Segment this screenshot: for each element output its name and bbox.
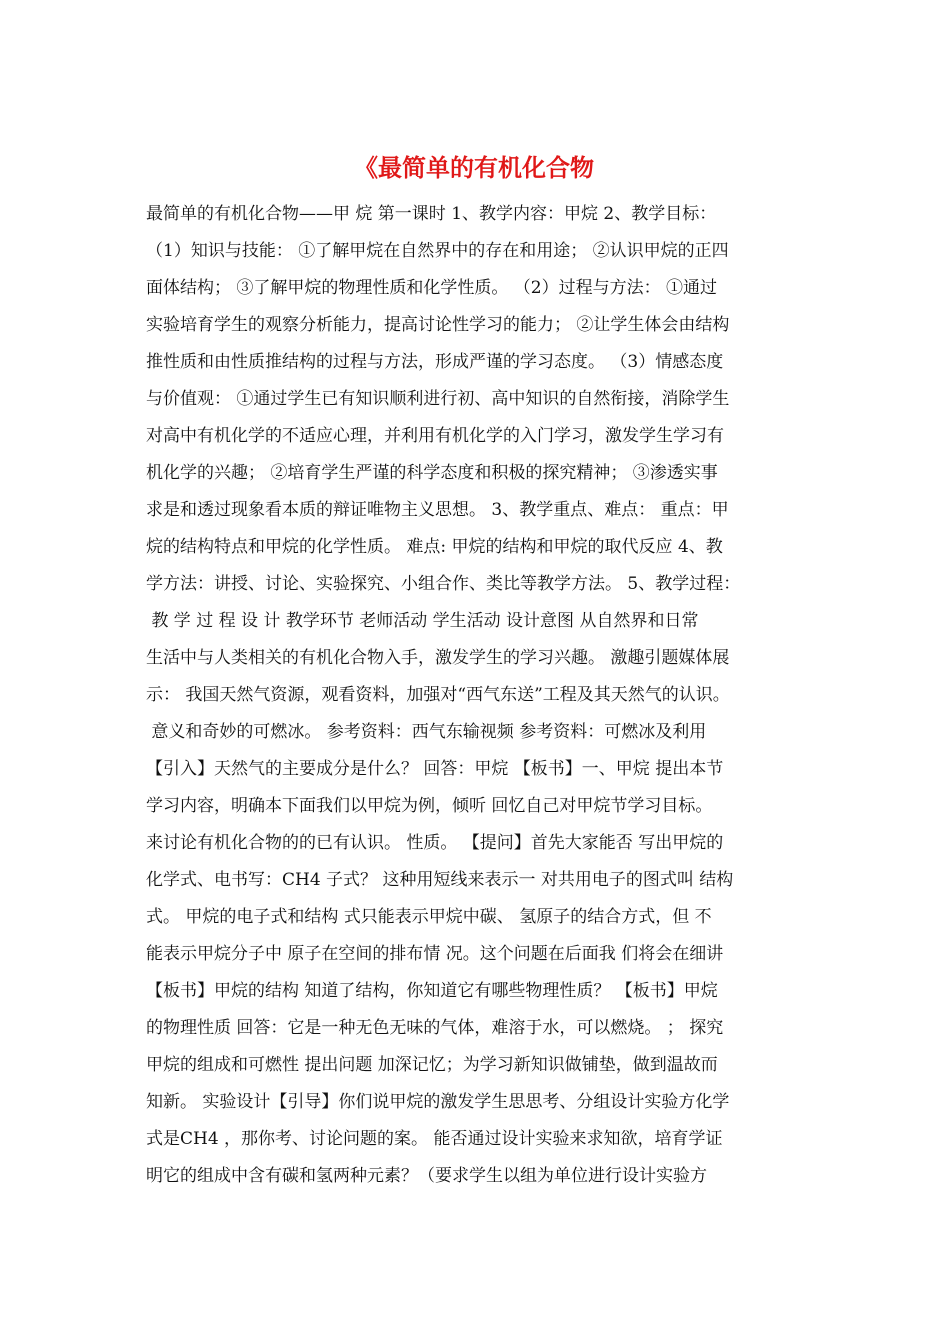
text-line: 烷的结构特点和甲烷的化学性质。 难点: 甲烷的结构和甲烷的取代反应 4、教 bbox=[146, 537, 723, 557]
text-line: 示： 我国天然气资源，观看资料，加强对“西气东送”工程及其天然气的认识。 bbox=[146, 685, 730, 705]
text-line: 知新。 实验设计【引导】你们说甲烷的激发学生思思考、分组设计实验方化学 bbox=[146, 1092, 730, 1112]
text-line: 来讨论有机化合物的的已有认识。 性质。 【提问】首先大家能否 写出甲烷的 bbox=[146, 833, 724, 853]
text-line: 面体结构； ③了解甲烷的物理性质和化学性质。 （2）过程与方法： ①通过 bbox=[146, 278, 718, 298]
text-line: 机化学的兴趣； ②培育学生严谨的科学态度和积极的探究精神； ③渗透实事 bbox=[146, 463, 718, 483]
text-line: 与价值观： ①通过学生已有知识顺利进行初、高中知识的自然衔接，消除学生 bbox=[146, 389, 730, 409]
text-line: 求是和透过现象看本质的辩证唯物主义思想。 3、教学重点、难点： 重点：甲 bbox=[146, 500, 729, 520]
text-line: 明它的组成中含有碳和氢两种元素？（要求学生以组为单位进行设计实验方 bbox=[146, 1166, 707, 1186]
text-line: 学方法：讲授、讨论、实验探究、小组合作、类比等教学方法。 5、教学过程： bbox=[146, 574, 741, 594]
text-line: 化学式、电书写：CH4 子式？ 这种用短线来表示一 对共用电子的图式叫 结构 bbox=[146, 870, 734, 890]
text-line: 对高中有机化学的不适应心理，并利用有机化学的入门学习，激发学生学习有 bbox=[146, 426, 724, 446]
text-line: （1）知识与技能： ①了解甲烷在自然界中的存在和用途； ②认识甲烷的正四 bbox=[146, 241, 729, 261]
text-line: 意义和奇妙的可燃冰。 参考资料：西气东输视频 参考资料：可燃冰及利用 bbox=[146, 722, 707, 742]
text-line: 的物理性质 回答：它是一种无色无味的气体，难溶于水，可以燃烧。 ； 探究 bbox=[146, 1018, 724, 1038]
text-line: 最简单的有机化合物——甲 烷 第一课时 1、教学内容：甲烷 2、教学目标： bbox=[146, 204, 717, 224]
text-line: 学习内容，明确本下面我们以甲烷为例，倾听 回忆自己对甲烷节学习目标。 bbox=[146, 796, 713, 816]
text-line: 【引入】天然气的主要成分是什么？ 回答：甲烷 【板书】一、甲烷 提出本节 bbox=[146, 759, 724, 779]
text-line: 式是CH4 ，那你考、讨论问题的案。 能否通过设计实验来求知欲，培育学证 bbox=[146, 1129, 723, 1149]
text-line: 教 学 过 程 设 计 教学环节 老师活动 学生活动 设计意图 从自然界和日常 bbox=[146, 611, 699, 631]
text-line: 生活中与人类相关的有机化合物入手，激发学生的学习兴趣。 激趣引题媒体展 bbox=[146, 648, 730, 668]
text-line: 推性质和由性质推结构的过程与方法，形成严谨的学习态度。 （3）情感态度 bbox=[146, 352, 724, 372]
text-line: 【板书】甲烷的结构 知道了结构，你知道它有哪些物理性质？ 【板书】甲烷 bbox=[146, 981, 718, 1001]
text-line: 实验培育学生的观察分析能力，提高讨论性学习的能力； ②让学生体会由结构 bbox=[146, 315, 730, 335]
text-line: 能表示甲烷分子中 原子在空间的排布情 况。这个问题在后面我 们将会在细讲 bbox=[146, 944, 724, 964]
text-line: 式。 甲烷的电子式和结构 式只能表示甲烷中碳、 氢原子的结合方式，但 不 bbox=[146, 907, 712, 927]
document-title: 《最简单的有机化合物 bbox=[354, 153, 594, 182]
text-line: 甲烷的组成和可燃性 提出问题 加深记忆；为学习新知识做铺垫，做到温故而 bbox=[146, 1055, 718, 1075]
document-body bbox=[146, 196, 816, 1195]
